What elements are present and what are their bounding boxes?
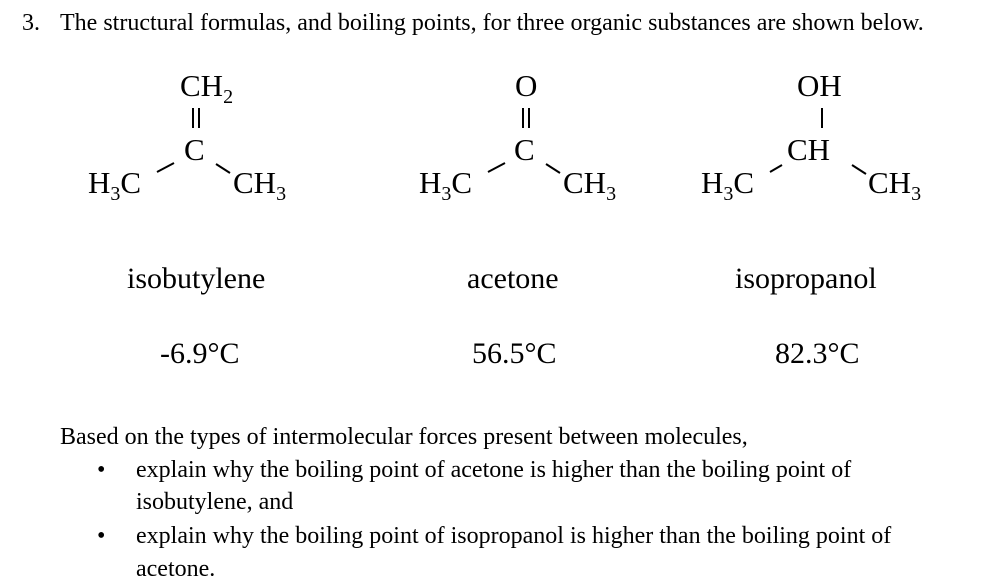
question-number: 3. [22, 10, 40, 36]
isobutylene-top-group: $CH_2$ [180, 68, 234, 108]
bullet-1-line-1: explain why the boiling point of acetone is higher than the boiling point of [136, 457, 852, 483]
acetone-left-group: $H_3C$ [419, 165, 473, 205]
bullet-1-line-2: isobutylene, and [136, 489, 294, 515]
isobutylene-left-bond [157, 163, 174, 172]
isopropanol-right-bond [852, 165, 866, 174]
isopropanol-center-atom: CH [787, 132, 831, 167]
acetone-right-bond [546, 164, 560, 173]
isobutylene-boiling-point: -6.9°C [160, 337, 240, 370]
isopropanol-left-bond [770, 165, 782, 172]
bullet-2-line-1: explain why the boiling point of isopropanol is higher than the boiling point of [136, 523, 892, 549]
bullet-dot-2: • [97, 523, 106, 549]
isopropanol-right-group: $CH_3$ [868, 165, 922, 205]
bullet-dot-1: • [97, 457, 106, 483]
isobutylene-name: isobutylene [127, 262, 266, 295]
isobutylene-center-atom: C [184, 132, 205, 167]
acetone-name: acetone [467, 262, 559, 295]
isobutylene-right-bond [216, 164, 230, 173]
isopropanol-boiling-point: 82.3°C [775, 337, 860, 370]
isopropanol-left-group: $H_3C$ [701, 165, 755, 205]
isopropanol-top-group: OH [797, 68, 842, 103]
acetone-center-atom: C [514, 132, 535, 167]
acetone-top-group: O [515, 68, 538, 103]
isopropanol-name: isopropanol [735, 262, 877, 295]
acetone-left-bond [488, 163, 505, 172]
isobutylene-right-group: $CH_3$ [233, 165, 287, 205]
isobutylene-left-group: $H_3C$ [88, 165, 142, 205]
question-text: The structural formulas, and boiling points, for three organic substances are shown below. [60, 10, 924, 36]
prompt-intro: Based on the types of intermolecular forces present between molecules, [60, 424, 748, 450]
bullet-2-line-2: acetone. [136, 556, 216, 582]
acetone-boiling-point: 56.5°C [472, 337, 557, 370]
acetone-right-group: $CH_3$ [563, 165, 617, 205]
